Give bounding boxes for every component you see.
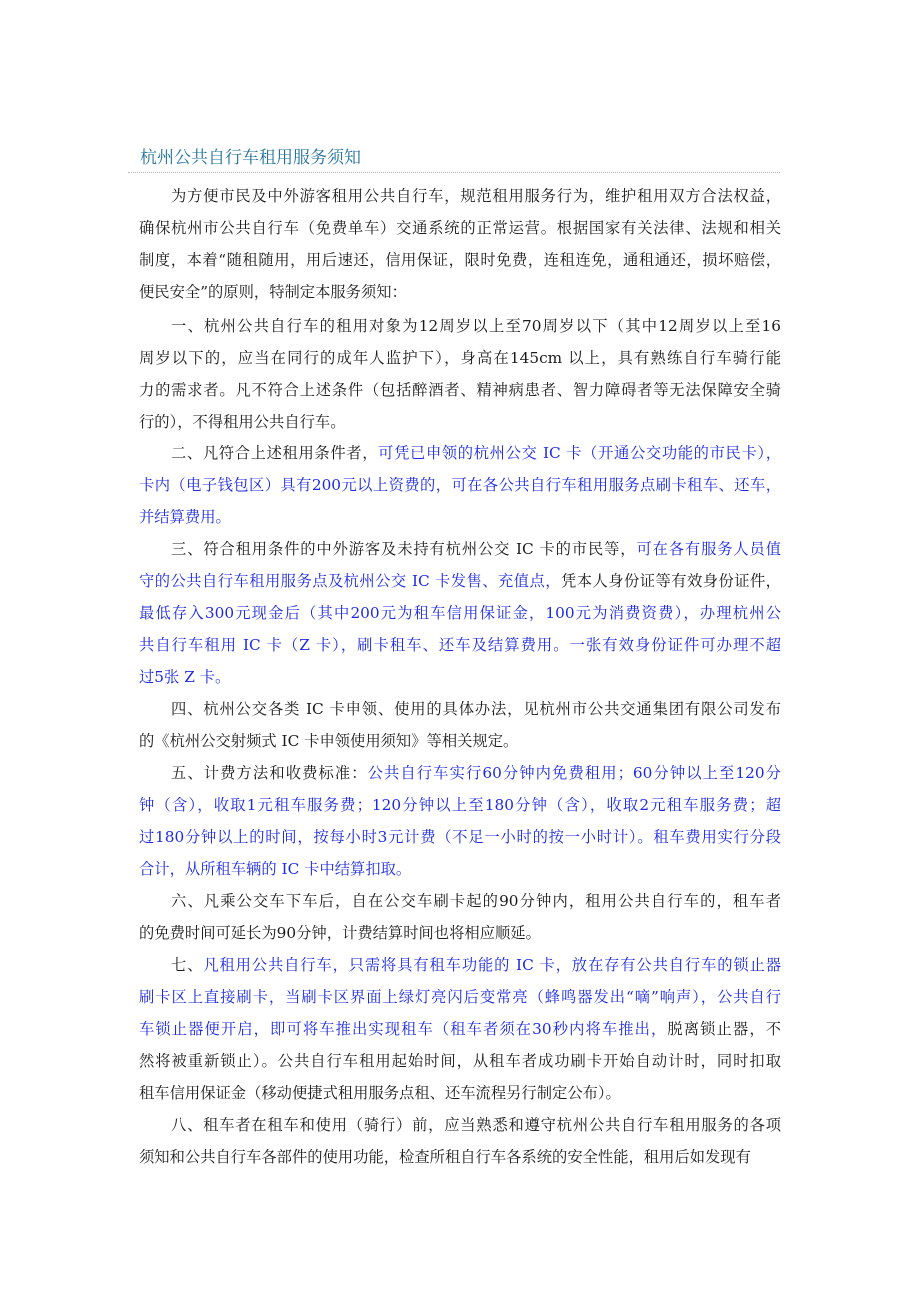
highlighted-text: 钟（含），收取1元租车服务费；120分钟以上至180分钟（含），收取2元租车服务费；超 (139, 796, 781, 814)
body-text: 七、 (171, 956, 204, 974)
text-line (139, 469, 781, 501)
highlighted-text: 过180分钟以上的时间，按每小时3元计费（不足一小时的按一小时计）。租车费用实行分段 (139, 828, 781, 846)
text-line (139, 661, 781, 693)
text-line (139, 917, 781, 949)
text-line (139, 310, 781, 342)
text-line (139, 276, 781, 308)
text-line (139, 565, 781, 597)
body-text: 的免费时间可延长为90分钟，计费结算时间也将相应顺延。 (139, 924, 541, 942)
paragraph-8 (139, 949, 781, 1109)
body-text: 一、杭州公共自行车的租用对象为12周岁以上至70周岁以下（其中12周岁以上至16 (171, 317, 781, 335)
body-text: 确保杭州市公共自行车（免费单车）交通系统的正常运营。根据国家有关法律、法规和相关 (139, 219, 781, 237)
text-line (139, 1141, 781, 1173)
body-text: 须知和公共自行车各部件的使用功能，检查所租自行车各系统的安全性能，租用后如发现有 (139, 1148, 751, 1166)
body-text: 周岁以下的，应当在同行的成年人监护下），身高在145cm 以上，具有熟练自行车骑行能 (139, 349, 781, 367)
text-line (139, 212, 781, 244)
text-line (139, 342, 781, 374)
text-line (139, 629, 781, 661)
title-divider (128, 172, 780, 173)
text-line (139, 1013, 781, 1045)
body-text: 五、计费方法和收费标准： (171, 764, 368, 782)
highlighted-text: 可在各有服务人员值 (636, 540, 781, 558)
paragraph-7 (139, 885, 781, 949)
text-line (139, 693, 781, 725)
text-line (139, 725, 781, 757)
body-text: 租车信用保证金（移动便捷式租用服务点租、还车流程另行制定公布）。 (139, 1084, 621, 1102)
text-line (139, 597, 781, 629)
text-line (139, 1077, 781, 1109)
text-line (139, 821, 781, 853)
highlighted-text: 合计，从所租车辆的 IC 卡中结算扣取。 (139, 860, 412, 878)
highlighted-text: 刷卡区上直接刷卡，当刷卡区界面上绿灯亮闪后变常亮（蜂鸣器发出“嘀”响声），公共自行 (139, 988, 781, 1006)
text-line (139, 180, 781, 212)
body-text: 便民安全”的原则，特制定本服务须知： (139, 283, 407, 301)
paragraph-2 (139, 310, 781, 438)
highlighted-text: 守的公共自行车租用服务点及杭州公交 IC 卡发售、充值点， (139, 572, 561, 590)
paragraph-9 (139, 1109, 781, 1173)
paragraph-6 (139, 757, 781, 885)
text-line (139, 853, 781, 885)
highlighted-text: 共自行车租用 IC 卡（Z 卡），刷卡租车、还车及结算费用。一张有效身份证件可办理不超 (139, 636, 781, 654)
text-line (139, 501, 781, 533)
body-text: 六、凡乘公交车下车后，自在公交车刷卡起的90分钟内，租用公共自行车的，租车者 (171, 892, 781, 910)
highlighted-text: 最低存入300元现金后（其中200元为租车信用保证金，100元为消费资费），办理杭州公 (139, 604, 781, 622)
paragraph-1 (139, 180, 781, 308)
text-line (139, 949, 781, 981)
paragraph-3 (139, 437, 781, 533)
highlighted-text: 凡租用公共自行车，只需将具有租车功能的 IC 卡，放在存有公共自行车的锁止器 (203, 956, 781, 974)
text-line (139, 789, 781, 821)
highlighted-text: 车锁止器便开启，即可将车推出实现租车（租车者须在30秒内将车推出， (139, 1020, 668, 1038)
body-text: 的《杭州公交射频式 IC 卡申领使用须知》等相关规定。 (139, 732, 519, 750)
text-line (139, 885, 781, 917)
body-text: 脱离锁止器，不 (667, 1020, 781, 1038)
text-line (139, 437, 781, 469)
body-text: 行的），不得租用公共自行车。 (139, 413, 346, 431)
body-text: 制度，本着“随租随用，用后速还，信用保证，限时免费，连租连免，通租通还，损坏赔偿， (139, 251, 781, 269)
highlighted-text: 并结算费用。 (139, 508, 231, 526)
body-text: 凭本人身份证等有效身份证件， (561, 572, 781, 590)
body-text: 然将被重新锁止）。公共自行车租用起始时间，从租车者成功刷卡开始自动计时，同时扣取 (139, 1052, 781, 1070)
body-text: 四、杭州公交各类 IC 卡申领、使用的具体办法，见杭州市公共交通集团有限公司发布 (171, 700, 781, 718)
body-text: 力的需求者。凡不符合上述条件（包括醉酒者、精神病患者、智力障碍者等无法保障安全骑 (139, 381, 781, 399)
text-line (139, 533, 781, 565)
text-line (139, 244, 781, 276)
paragraph-5 (139, 693, 781, 757)
body-text: 八、租车者在租车和使用（骑行）前，应当熟悉和遵守杭州公共自行车租用服务的各项 (171, 1116, 781, 1134)
body-text: 三、符合租用条件的中外游客及未持有杭州公交 IC 卡的市民等， (171, 540, 637, 558)
text-line (139, 374, 781, 406)
text-line (139, 1045, 781, 1077)
highlighted-text: 可凭已申领的杭州公交 IC 卡（开通公交功能的市民卡）， (378, 444, 781, 462)
text-line (139, 981, 781, 1013)
text-line (139, 1109, 781, 1141)
highlighted-text: 卡内（电子钱包区）具有200元以上资费的，可在各公共自行车租用服务点刷卡租车、还车， (139, 476, 781, 494)
highlighted-text: 公共自行车实行60分钟内免费租用；60分钟以上至120分 (367, 764, 781, 782)
text-line (139, 757, 781, 789)
text-line (139, 406, 781, 438)
body-text: 二、凡符合上述租用条件者， (171, 444, 379, 462)
highlighted-text: 过5张 Z 卡。 (139, 668, 231, 686)
body-text: 为方便市民及中外游客租用公共自行车，规范租用服务行为，维护租用双方合法权益， (171, 187, 781, 205)
document-title: 杭州公共自行车租用服务须知 (140, 148, 361, 168)
paragraph-4 (139, 533, 781, 693)
